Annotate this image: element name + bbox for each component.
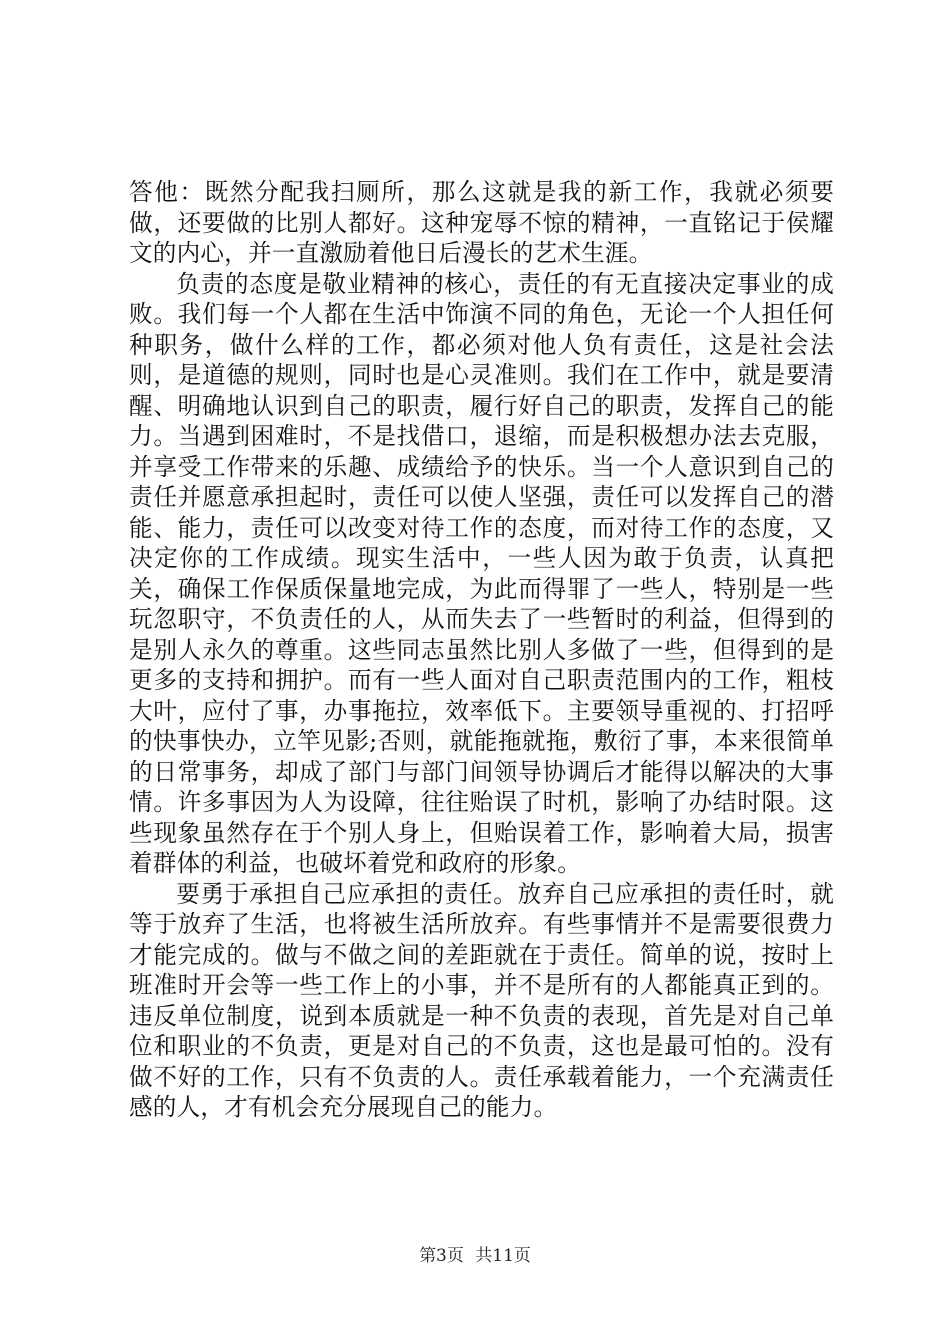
- paragraph-2: 负责的态度是敬业精神的核心，责任的有无直接决定事业的成败。我们每一个人都在生活中饰演不同的角色，无论一个人担任何种职务，做什么样的工作，都必须对他人负有责任，这是社会法则，是道德的规则，同时也是心灵准则。我们在工作中，就是要清醒、明确地认识到自己的职责，履行好自己的职责，发挥自己的能力。当遇到困难时，不是找借口，退缩，而是积极想办法去克服，并享受工作带来的乐趣、成绩给予的快乐。当一个人意识到自己的责任并愿意承担起时，责任可以使人坚强，责任可以发挥自己的潜能、能力，责任可以改变对待工作的态度，而对待工作的态度，又决定你的工作成绩。现实生活中，一些人因为敢于负责，认真把关，确保工作保质保量地完成，为此而得罪了一些人，特别是一些玩忽职守，不负责任的人，从而失去了一些暂时的利益，但得到的是别人永久的尊重。这些同志虽然比别人多做了一些，但得到的是更多的支持和拥护。而有一些人面对自己职责范围内的工作，粗枝大叶，应付了事，办事拖拉，效率低下。主要领导重视的、打招呼的快事快办，立竿见影;否则，就能拖就拖，敷衍了事，本来很简单的日常事务，却成了部门与部门间领导协调后才能得以解决的大事情。许多事因为人为设障，往往贻误了时机，影响了办结时限。这些现象虽然存在于个别人身上，但贻误着工作，影响着大局，损害着群体的利益，也破坏着党和政府的形象。: [129, 269, 834, 877]
- page-footer: [0, 1245, 950, 1267]
- page-number-total: 共11页: [475, 1246, 531, 1266]
- document-body: [129, 177, 834, 1123]
- page-number-current: 第3页: [419, 1246, 464, 1266]
- paragraph-1: 答他：既然分配我扫厕所，那么这就是我的新工作，我就必须要做，还要做的比别人都好。这种宠辱不惊的精神，一直铭记于侯耀文的内心，并一直激励着他日后漫长的艺术生涯。: [129, 178, 834, 267]
- paragraph-3: 要勇于承担自己应承担的责任。放弃自己应承担的责任时，就等于放弃了生活，也将被生活所放弃。有些事情并不是需要很费力才能完成的。做与不做之间的差距就在于责任。简单的说，按时上班准时开会等一些工作上的小事，并不是所有的人都能真正到的。违反单位制度，说到本质就是一种不负责的表现，首先是对自己单位和职业的不负责，更是对自己的不负责，这也是最可怕的。没有做不好的工作，只有不负责的人。责任承载着能力，一个充满责任感的人，才有机会充分展现自己的能力。: [129, 879, 834, 1121]
